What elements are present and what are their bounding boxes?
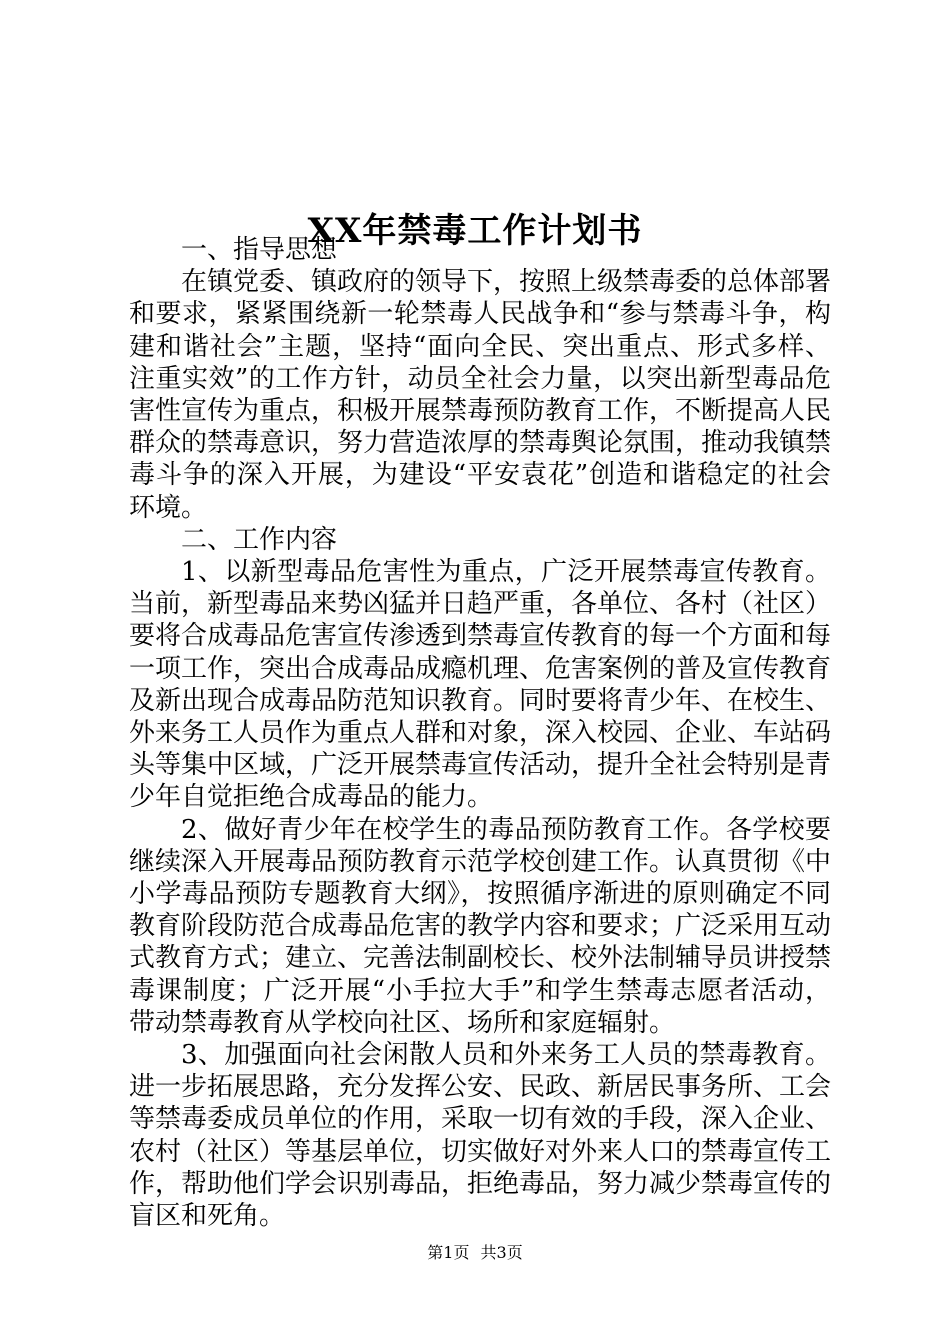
page-footer: [0, 1243, 950, 1263]
paragraph: 在镇党委、镇政府的领导下，按照上级禁毒委的总体部署和要求，紧紧围绕新一轮禁毒人民战争和“参与禁毒斗争，构建和谐社会”主题，坚持“面向全民、突出重点、形式多样、注重实效”的工作方针，动员全社会力量，以突出新型毒品危害性宣传为重点，积极开展禁毒预防教育工作，不断提高人民群众的禁毒意识，努力营造浓厚的禁毒舆论氛围，推动我镇禁毒斗争的深入开展，为建设“平安袁花”创造和谐稳定的社会环境。: [129, 267, 832, 523]
page-total: 共3页: [480, 1243, 523, 1262]
document-title: XX年禁毒工作计划书: [307, 210, 643, 251]
paragraph: 2、做好青少年在校学生的毒品预防教育工作。各学校要继续深入开展毒品预防教育示范学校创建工作。认真贯彻《中小学毒品预防专题教育大纲》，按照循序渐进的原则确定不同教育阶段防范合成毒品危害的教学内容和要求；广泛采用互动式教育方式；建立、完善法制副校长、校外法制辅导员讲授禁毒课制度；广泛开展“小手拉大手”和学生禁毒志愿者活动，带动禁毒教育从学校向社区、场所和家庭辐射。: [129, 814, 832, 1038]
section-heading: 二、工作内容: [181, 524, 338, 555]
paragraph: 3、加强面向社会闲散人员和外来务工人员的禁毒教育。进一步拓展思路，充分发挥公安、民政、新居民事务所、工会等禁毒委成员单位的作用，采取一切有效的手段，深入企业、农村（社区）等基层单位，切实做好对外来人口的禁毒宣传工作，帮助他们学会识别毒品，拒绝毒品，努力减少禁毒宣传的盲区和死角。: [129, 1040, 832, 1232]
section-work-content: [129, 524, 831, 1232]
section-guiding-ideology: [129, 234, 831, 524]
page-number: 第1页: [427, 1243, 470, 1262]
document-body: [129, 234, 831, 1232]
section-heading: 一、指导思想: [181, 235, 338, 265]
paragraph: 1、以新型毒品危害性为重点，广泛开展禁毒宣传教育。当前，新型毒品来势凶猛并日趋严重，各单位、各村（社区）要将合成毒品危害宣传渗透到禁毒宣传教育的每一个方面和每一项工作，突出合成毒品成瘾机理、危害案例的普及宣传教育及新出现合成毒品防范知识教育。同时要将青少年、在校生、外来务工人员作为重点人群和对象，深入校园、企业、车站码头等集中区域，广泛开展禁毒宣传活动，提升全社会特别是青少年自觉拒绝合成毒品的能力。: [129, 557, 832, 813]
